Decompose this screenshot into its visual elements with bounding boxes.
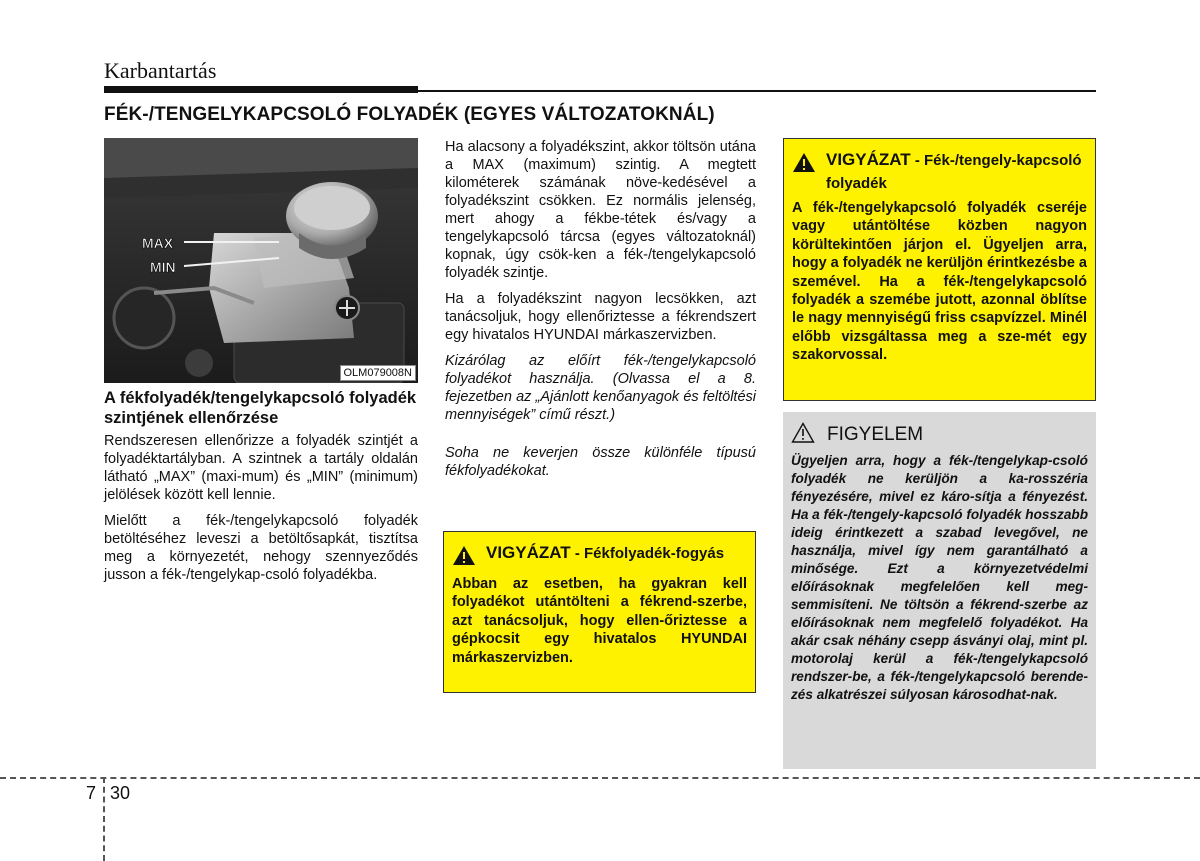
warning-triangle-icon (452, 545, 476, 571)
left-column (104, 388, 418, 592)
title-rule-thick (104, 86, 418, 93)
chapter-title: Karbantartás (104, 58, 217, 83)
section-heading: FÉK-/TENGELYKAPCSOLÓ FOLYADÉK (EGYES VÁLTOZATOKNÁL) (104, 104, 715, 125)
notice-triangle-icon (791, 422, 815, 448)
page-number: 30 (110, 783, 131, 803)
warning-box-brake-fluid (443, 531, 756, 693)
paragraph: Rendszeresen ellenőrizze a folyadék szintjét a folyadéktartályban. A szintnek a tartály oldalán látható „MAX” (maxi-mum) és „MIN” (minimum) jelölések között kell lennie. (104, 433, 418, 503)
paragraph: Ha alacsony a folyadékszint, akkor töltsön utána a MAX (maximum) szintig. A megtett kilométerek számának növe-kedésével a folyadékszint csökken. Ez normális jelenség, mert ahogy a fékbe-tétek és/vagy a tengelykapcsoló tárcsa (egyes változatoknál) kopnak, úgy csök-ken a fék-/tengelykapcsoló folyadék szintje. (445, 139, 756, 281)
notice-label: FIGYELEM (827, 424, 924, 445)
footer-dashed-rule (0, 777, 1200, 779)
warning-box-clutch-fluid (783, 138, 1096, 401)
warning-label: VIGYÁZAT (826, 150, 911, 169)
warning-body: A fék-/tengelykapcsoló folyadék cseréje vagy utántöltése közben nagyon körültekintően járjon el. Ügyeljen arra, hogy a folyadék ne kerüljön érintkezésbe a szemével. Ha a fék-/tengelykapcsoló folyadék a szemébe jutott, azonnal öblítse le nagy mennyiségű friss csapvízzel. Minél előbb vizsgáltassa meg a sze-mét egy szakorvossal. (792, 200, 1087, 364)
warning-label: VIGYÁZAT (486, 543, 571, 562)
middle-column (445, 138, 756, 488)
notice-heading (791, 422, 1088, 448)
warning-heading (452, 542, 747, 571)
paragraph: Ha a folyadékszint nagyon lecsökken, azt tanácsoljuk, hogy ellenőriztesse a fékrendszert egy hivatalos HYUNDAI márkaszervizben. (445, 291, 756, 343)
italic-paragraph: Soha ne keverjen össze különféle típusú fékfolyadékokat. (445, 445, 756, 479)
notice-box (783, 412, 1096, 769)
title-rule-thin (418, 90, 1096, 92)
warning-title: - Fék-/tengely-kapcsoló folyadék (826, 152, 1082, 192)
subheading: A fékfolyadék/tengelykapcsoló folyadék szintjének ellenőrzése (104, 389, 417, 427)
italic-paragraph: Kizárólag az előírt fék-/tengelykapcsoló folyadékot használja. (Olvassa el a 8. fejezetben az „Ajánlott kenőanyagok és feltöltési mennyiségek” című részt.) (445, 353, 756, 423)
reservoir-illustration (104, 138, 418, 383)
min-label: MIN (150, 259, 176, 275)
image-code: OLM079008N (340, 365, 417, 381)
max-label: MAX (142, 235, 174, 251)
paragraph: Mielőtt a fék-/tengelykapcsoló folyadék betöltéséhez leveszi a betöltősapkát, tisztítsa meg a környezetét, nehogy szennyeződés jusson a fék-/tengelykap-csoló folyadékba. (104, 513, 418, 583)
warning-body: Abban az esetben, ha gyakran kell folyadékot utántölteni a fékrend-szerbe, azt tanácsoljuk, hogy ellen-őriztesse a gépkocsit egy hivatalos HYUNDAI márkaszervizben. (452, 576, 747, 666)
brake-fluid-reservoir-photo (104, 138, 418, 383)
warning-heading (792, 149, 1087, 195)
warning-title: - Fékfolyadék-fogyás (570, 545, 725, 562)
chapter-number: 7 (86, 783, 97, 803)
footer-dashed-divider (103, 777, 105, 861)
notice-body: Ügyeljen arra, hogy a fék-/tengelykap-csoló folyadék ne kerüljön a ka-rosszéria fényezésére, mivel ez káro-sítja a fényezést. Ha a fék-/tengely-kapcsoló folyadék hosszabb ideig érintkezett a szabad levegővel, ne használja, mivel így nem garantálható a minősége. Ezt a környezetvédelmi előírásoknak megfelelően kell meg-semmisíteni. Ne töltsön a fékrend-szerbe az előírásoknak nem megfelelő folyadékot. Ha akár csak néhány csepp ásványi olaj, mint pl. motorolaj kerül a fék-/tengelykapcsoló rendszer-be, a fék-/tengelykapcsoló berende-zés alkatrészei súlyosan károsodhat-nak. (791, 453, 1088, 702)
warning-triangle-icon (792, 152, 816, 178)
